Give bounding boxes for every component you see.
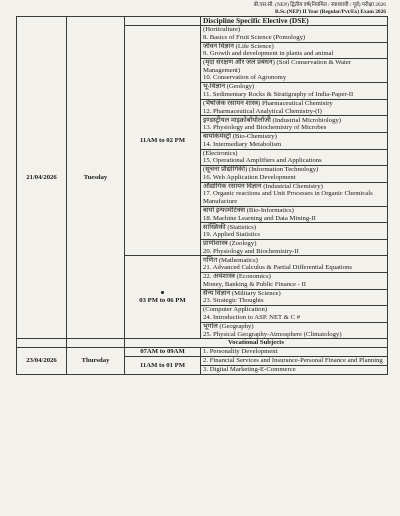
subject-paper: 13. Physiology and Biochemistry of Microbes <box>203 124 327 132</box>
subject-paper: 14. Intermediary Metabolism <box>203 140 282 148</box>
subject-paper: Money, Banking & Public Finance - II <box>203 280 307 288</box>
subject-cell <box>201 273 388 290</box>
subject-label: 22. अर्थशास्त्र (Economics) <box>203 273 271 281</box>
vocational-time: 11AM to 01 PM <box>125 357 201 375</box>
vocational-day: Thursday <box>67 348 125 375</box>
subject-cell <box>201 223 388 240</box>
subject-label: प्राणीशास्त्र (Zoology) <box>203 240 257 248</box>
dse-title: Discipline Specific Elective (DSE) <box>201 17 388 26</box>
subject-paper: 11. Sedimentary Rocks & Stratigraphy of India-Paper-II <box>203 91 354 99</box>
schedule-table <box>16 16 388 375</box>
subject-cell <box>201 42 388 59</box>
blank-cell <box>67 339 125 348</box>
header-english: B.Sc.(NEP) II Year (Regular/Pvt/Ex) Exam 2026 <box>275 9 386 15</box>
subject-cell <box>201 25 388 42</box>
subject-cell <box>201 289 388 306</box>
exam-day: Tuesday <box>67 17 125 339</box>
subject-label: बायोकेमेस्ट्री (Bio-Chemistry) <box>203 133 277 141</box>
blank-time-cell <box>125 17 201 26</box>
subject-paper: 3. Digital Marketing-E-Commerce <box>201 366 388 375</box>
subject-paper: 24. Introduction to ASP. NET & C # <box>203 313 301 321</box>
table-row <box>17 348 388 357</box>
subject-label: जीवन विज्ञान (Life Science) <box>203 42 274 50</box>
subject-label: भूगोल (Geography) <box>203 322 254 330</box>
subject-label: बायो इन्फार्मेटिक्स (Bio-Informatics) <box>203 206 294 214</box>
subject-paper: 21. Advanced Calculus & Partial Differential Equations <box>203 264 353 272</box>
subject-label: (Horticulture) <box>203 26 241 34</box>
bullet-dot-icon <box>161 291 164 294</box>
subject-paper: 9. Growth and development in plants and animal <box>203 50 334 58</box>
subject-cell <box>201 206 388 223</box>
subject-cell <box>201 116 388 133</box>
subject-cell <box>201 132 388 149</box>
subject-label: (भैषजिक रसायन शास्त्र) Pharmaceutical Chemistry <box>203 100 333 107</box>
subject-cell <box>201 149 388 166</box>
subject-paper: 23. Strategic Thoughts <box>203 297 264 305</box>
subject-cell <box>201 166 388 183</box>
exam-date: 21/04/2026 <box>17 17 67 339</box>
subject-paper: 15. Operational Amplifiers and Applications <box>203 157 322 165</box>
subject-label: (सूचना प्रौद्योगिकी) (Information Technology) <box>203 166 319 174</box>
subject-cell <box>201 256 388 273</box>
subject-cell <box>201 239 388 256</box>
subject-paper: 10. Conservation of Agronomy <box>203 74 287 82</box>
subject-label: (मृदा संरक्षण और जल प्रबंधन) (Soil Conservation & Water Management) <box>203 59 352 74</box>
dse-header-row <box>17 17 388 26</box>
subject-paper: 19. Applied Statistics <box>203 231 261 239</box>
subject-cell <box>201 182 388 206</box>
subject-paper: 12. Pharmaceutical Analytical Chemistry-(I) <box>203 107 322 115</box>
blank-cell <box>17 339 67 348</box>
subject-label: औद्योगिक रसायन विज्ञान (Industrial Chemistry) <box>203 182 323 190</box>
vocational-time: 07AM to 09AM <box>125 348 201 357</box>
vocational-title-row <box>17 339 388 348</box>
subject-paper: 1. Personality Development <box>201 348 388 357</box>
subject-paper: 25. Physical Geography-Atmosphere (Climatology) <box>203 330 342 338</box>
subject-label: (Electronics) <box>203 149 238 157</box>
subject-label: इण्डस्ट्रीयल माइक्रोबॉयोलॉजी (Industrial Microbiology) <box>203 116 342 124</box>
subject-paper: 8. Basics of Fruit Science (Pomology) <box>203 33 306 41</box>
subject-paper: 2. Financial Services and Insurance-Personal Finance and Planning <box>201 357 388 366</box>
subject-cell <box>201 99 388 116</box>
header-hindi: बी.एस.सी. (NEP) द्वितीय वर्ष(नियमित / स्वाध्यायी / पूर्व) परीक्षा 2026 <box>253 2 386 8</box>
exam-time-slot-2 <box>125 256 201 339</box>
subject-paper: 17. Organic reactions and Unit Processes in Organic Chemicals Manufacture <box>203 190 373 205</box>
subject-label: सैन्य विज्ञान (Military Science) <box>203 289 281 297</box>
subject-cell <box>201 306 388 323</box>
subject-paper: 20. Physiology and Biochemistry-II <box>203 247 299 255</box>
subject-cell <box>201 83 388 100</box>
subject-label: भू-विज्ञान (Geology) <box>203 83 255 91</box>
subject-label: सांख्यिकी (Statistics) <box>203 223 256 231</box>
time-text: 03 PM to 06 PM <box>139 297 186 305</box>
subject-cell <box>201 59 388 83</box>
exam-time-slot-1: 11AM to 02 PM <box>125 25 201 256</box>
vocational-date: 23/04/2026 <box>17 348 67 375</box>
subject-paper: 18. Machine Learning and Data Mining-II <box>203 214 316 222</box>
vocational-title: Vocational Subjects <box>125 339 388 348</box>
subject-cell <box>201 322 388 339</box>
subject-label: (Computer Application) <box>203 306 268 314</box>
subject-paper: 16. Web Application Development <box>203 173 296 181</box>
subject-label: गणित (Mathematics) <box>203 256 258 264</box>
